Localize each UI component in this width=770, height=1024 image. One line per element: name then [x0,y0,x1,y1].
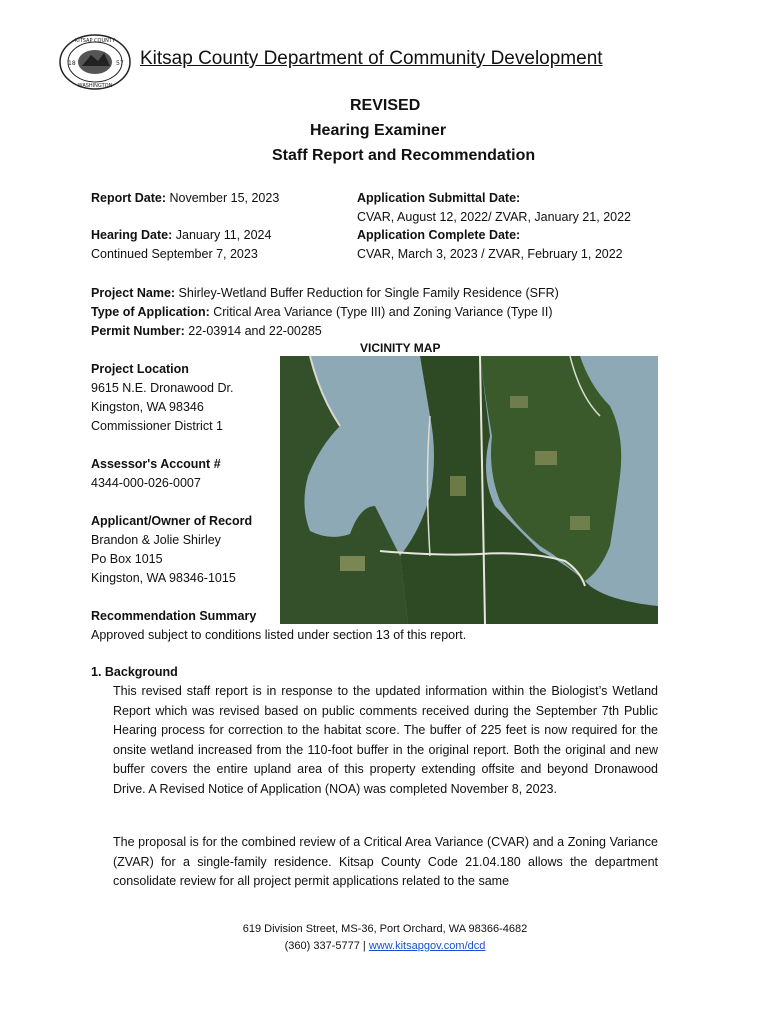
location-heading: Project Location [91,362,189,376]
title-hearing-examiner: Hearing Examiner [310,122,447,139]
title-revised: REVISED [350,97,421,114]
svg-text:KITSAP COUNTY: KITSAP COUNTY [74,38,116,44]
assessor-heading: Assessor's Account # [91,457,221,471]
application-type-value: Critical Area Variance (Type III) and Zoning Variance (Type II) [213,305,553,319]
submittal-date-value: CVAR, August 12, 2022/ ZVAR, January 21, 2022 [357,210,632,224]
application-type-label: Type of Application: [91,305,210,319]
applicant-line: Kingston, WA 98346-1015 [91,571,236,585]
recommendation-heading: Recommendation Summary [91,609,257,623]
project-name [91,284,559,303]
background-heading: 1. Background [91,665,178,679]
svg-text:18: 18 [68,60,76,67]
application-type [91,303,553,322]
hearing-date-value: January 11, 2024 [175,228,272,242]
applicant-line: Po Box 1015 [91,552,163,566]
complete-date-label: Application Complete Date: [357,228,521,242]
department-title: Kitsap County Department of Community Development [140,48,603,69]
vicinity-map-caption: VICINITY MAP [360,341,441,355]
project-name-value: Shirley-Wetland Buffer Reduction for Single Family Residence (SFR) [178,286,559,300]
title-staff-report: Staff Report and Recommendation [272,147,536,164]
footer-separator: | [362,940,366,952]
footer-address: 619 Division Street, MS-36, Port Orchard, WA 98366-4682 [242,923,528,935]
footer-phone: (360) 337-5777 [284,940,360,952]
vicinity-map-image [280,356,658,624]
background-paragraph: This revised staff report is in response to the updated information within the Biologist’s Wetland Report which was revised based on public comments received during the September 7th Public Hearing process for correction to the habitat score. The buffer of 225 feet is now required for the onsite wetland increased from the 110-foot buffer in the original report. Both the original and new buffer covers the entire upland area of this property extending offsite and beyond Dronawood Drive. A Revised Notice of Application (NOA) was completed November 8, 2023. [113,684,658,796]
footer-contact [0,938,770,954]
report-date [91,189,279,208]
complete-date-value: CVAR, March 3, 2023 / ZVAR, February 1, 2022 [357,247,623,261]
recommendation-text: Approved subject to conditions listed under section 13 of this report. [91,628,467,642]
assessor-value: 4344-000-026-0007 [91,476,201,490]
svg-text:57: 57 [116,60,124,67]
hearing-date [91,226,271,245]
submittal-date-label: Application Submittal Date: [357,191,521,205]
location-line: 9615 N.E. Dronawood Dr. [91,381,234,395]
report-date-value: November 15, 2023 [169,191,280,205]
applicant-heading: Applicant/Owner of Record [91,514,253,528]
permit-number [91,322,322,341]
background-paragraph: The proposal is for the combined review of a Critical Area Variance (CVAR) and a Zoning Variance (ZVAR) for a single-family residence. Kitsap County Code 21.04.180 allows the department consolidate review for all project permit applications related to the same [113,835,658,889]
project-name-label: Project Name: [91,286,176,300]
applicant-line: Brandon & Jolie Shirley [91,533,221,547]
report-date-label: Report Date: [91,191,167,205]
location-line: Kingston, WA 98346 [91,400,204,414]
footer-website-link[interactable]: www.kitsapgov.com/dcd [368,940,486,952]
location-line: Commissioner District 1 [91,419,223,433]
continued-date: Continued September 7, 2023 [91,247,258,261]
permit-number-value: 22-03914 and 22-00285 [188,324,322,338]
svg-text:WASHINGTON: WASHINGTON [77,83,113,89]
permit-number-label: Permit Number: [91,324,185,338]
hearing-date-label: Hearing Date: [91,228,173,242]
county-seal-logo [58,33,132,91]
